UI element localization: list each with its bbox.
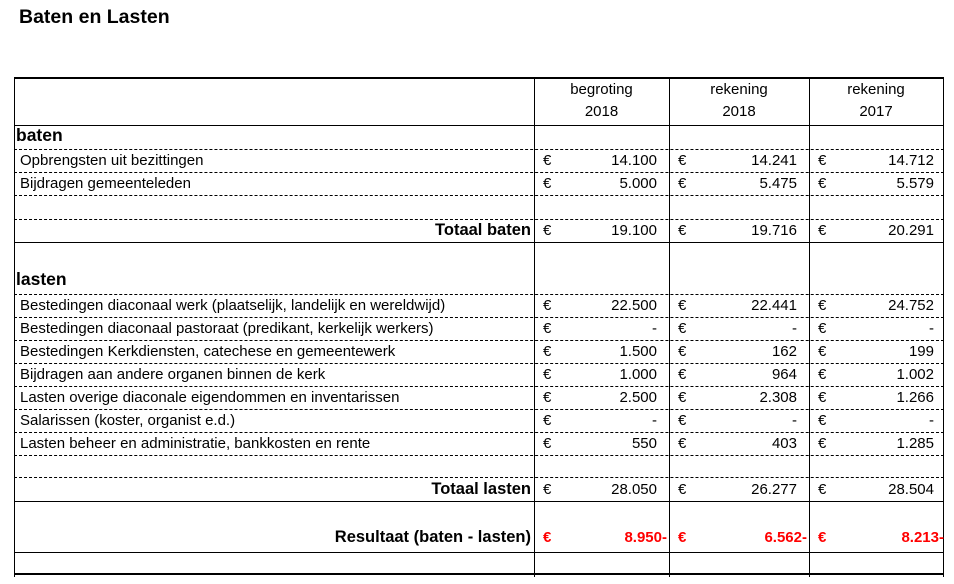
result-value: 8.950- (624, 529, 667, 546)
cell-value: - (929, 320, 934, 337)
page-title: Baten en Lasten (19, 6, 170, 28)
row-divider (14, 219, 944, 220)
section-heading-baten: baten (16, 125, 63, 145)
currency-symbol: € (818, 412, 827, 429)
total-label: Totaal baten (435, 221, 531, 239)
currency-symbol: € (818, 175, 827, 192)
currency-symbol: € (678, 412, 687, 429)
header-divider (14, 125, 944, 126)
cell-value: 5.000 (619, 175, 657, 192)
result-value: 8.213- (901, 529, 944, 546)
row-label: Bestedingen Kerkdiensten, catechese en gemeentewerk (20, 343, 396, 360)
currency-symbol: € (678, 435, 687, 452)
row-divider (14, 317, 944, 318)
result-label: Resultaat (baten - lasten) (334, 528, 531, 546)
row-divider (14, 294, 944, 295)
result-value: 6.562- (764, 529, 807, 546)
currency-symbol: € (818, 152, 827, 169)
cell-value: 1.266 (896, 389, 934, 406)
row-divider (14, 340, 944, 341)
cell-value: 22.441 (751, 297, 797, 314)
currency-symbol: € (818, 297, 827, 314)
row-divider (14, 432, 944, 433)
cell-value: 403 (771, 435, 797, 452)
row-divider (14, 501, 944, 502)
cell-value: 1.285 (896, 435, 934, 452)
currency-symbol: € (818, 366, 827, 383)
cell-value: 162 (771, 343, 797, 360)
cell-value: 14.712 (888, 152, 934, 169)
row-divider (14, 409, 944, 410)
row-label: Bestedingen diaconaal pastoraat (predikant, kerkelijk werkers) (20, 320, 434, 337)
cell-value: 2.500 (619, 389, 657, 406)
cell-value: 1.500 (619, 343, 657, 360)
currency-symbol: € (543, 320, 552, 337)
currency-symbol: € (818, 481, 827, 498)
table-border-right (943, 77, 944, 577)
currency-symbol: € (543, 343, 552, 360)
cell-value: 5.579 (896, 175, 934, 192)
cell-value: 28.050 (611, 481, 657, 498)
cell-value: 1.000 (619, 366, 657, 383)
currency-symbol: € (818, 222, 827, 239)
currency-symbol: € (543, 481, 552, 498)
cell-value: 28.504 (888, 481, 934, 498)
cell-value: 19.716 (751, 222, 797, 239)
currency-symbol: € (678, 297, 687, 314)
currency-symbol: € (543, 389, 552, 406)
currency-symbol: € (678, 222, 687, 239)
cell-value: 14.100 (611, 152, 657, 169)
baten-lasten-table (14, 77, 944, 577)
currency-symbol: € (678, 320, 687, 337)
row-label: Bijdragen aan andere organen binnen de kerk (20, 366, 326, 383)
currency-symbol: € (678, 343, 687, 360)
column-header-rekening-2018: rekening 2018 (710, 81, 768, 120)
cell-value: - (652, 320, 657, 337)
column-header-begroting-2018: begroting 2018 (570, 81, 633, 120)
row-label: Opbrengsten uit bezittingen (20, 152, 204, 169)
cell-value: 1.002 (896, 366, 934, 383)
section-heading-lasten: lasten (16, 269, 67, 289)
row-divider (14, 455, 944, 456)
row-label: Bijdragen gemeenteleden (20, 175, 191, 192)
cell-value: 550 (631, 435, 657, 452)
table-border-left (14, 77, 15, 577)
currency-symbol: € (818, 389, 827, 406)
column-divider (669, 77, 670, 577)
currency-symbol: € (543, 412, 552, 429)
cell-value: 2.308 (759, 389, 797, 406)
column-divider (534, 77, 535, 577)
column-header-rekening-2017: rekening 2017 (847, 81, 905, 120)
currency-symbol: € (543, 222, 552, 239)
row-divider (14, 149, 944, 150)
cell-value: 26.277 (751, 481, 797, 498)
currency-symbol: € (678, 529, 687, 546)
currency-symbol: € (543, 529, 552, 546)
currency-symbol: € (543, 435, 552, 452)
row-divider (14, 242, 944, 243)
row-divider (14, 172, 944, 173)
total-label: Totaal lasten (431, 480, 531, 498)
cell-value: 24.752 (888, 297, 934, 314)
currency-symbol: € (678, 152, 687, 169)
row-label: Salarissen (koster, organist e.d.) (20, 412, 236, 429)
cell-value: 14.241 (751, 152, 797, 169)
column-divider (809, 77, 810, 577)
row-divider (14, 386, 944, 387)
cell-value: 199 (908, 343, 934, 360)
cell-value: 5.475 (759, 175, 797, 192)
currency-symbol: € (543, 152, 552, 169)
table-bottom-border (14, 573, 944, 575)
currency-symbol: € (678, 389, 687, 406)
cell-value: 22.500 (611, 297, 657, 314)
currency-symbol: € (678, 366, 687, 383)
cell-value: 20.291 (888, 222, 934, 239)
currency-symbol: € (818, 320, 827, 337)
cell-value: - (792, 320, 797, 337)
currency-symbol: € (543, 297, 552, 314)
currency-symbol: € (678, 481, 687, 498)
row-divider (14, 477, 944, 478)
row-label: Lasten beheer en administratie, bankkosten en rente (20, 435, 371, 452)
currency-symbol: € (543, 175, 552, 192)
cell-value: 964 (771, 366, 797, 383)
cell-value: - (929, 412, 934, 429)
currency-symbol: € (678, 175, 687, 192)
currency-symbol: € (818, 529, 827, 546)
currency-symbol: € (818, 435, 827, 452)
row-divider (14, 552, 944, 553)
row-label: Lasten overige diaconale eigendommen en inventarissen (20, 389, 400, 406)
cell-value: 19.100 (611, 222, 657, 239)
row-divider (14, 363, 944, 364)
cell-value: - (652, 412, 657, 429)
cell-value: - (792, 412, 797, 429)
currency-symbol: € (543, 366, 552, 383)
currency-symbol: € (818, 343, 827, 360)
row-label: Bestedingen diaconaal werk (plaatselijk, landelijk en wereldwijd) (20, 297, 446, 314)
row-divider (14, 195, 944, 196)
